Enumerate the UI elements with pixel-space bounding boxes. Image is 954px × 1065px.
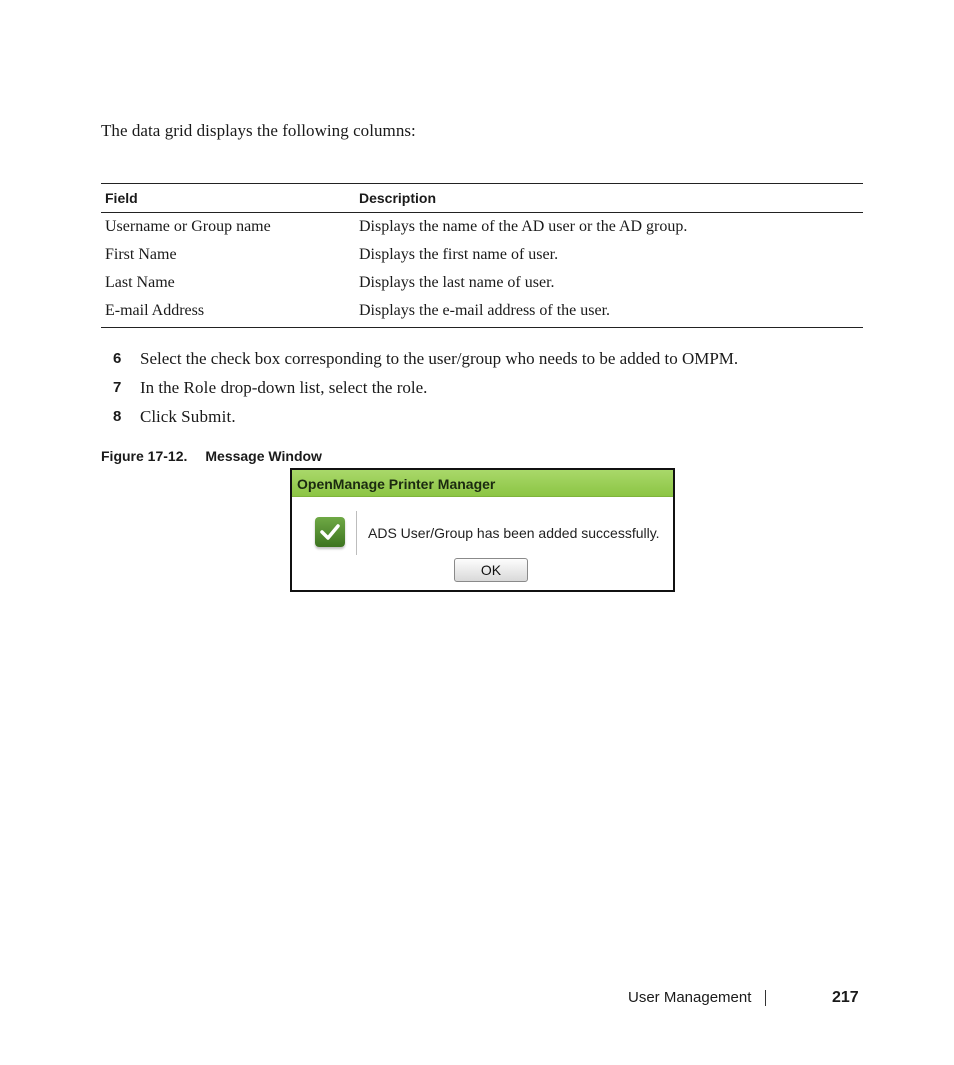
header-description: Description [355,184,863,213]
step-item [113,344,738,373]
dialog-body [292,497,673,590]
dialog-title: OpenManage Printer Manager [292,470,673,497]
message-window [290,468,675,592]
footer-separator [765,990,766,1006]
step-text: Click Submit. [140,406,236,426]
cell-field: Last Name [105,274,175,291]
ok-button[interactable]: OK [454,558,528,582]
cell-field: Username or Group name [105,218,271,235]
step-text: Select the check box corresponding to the user/group who needs to be added to OMPM. [140,348,739,368]
figure-caption [101,448,322,464]
footer-section: User Management [628,989,752,1006]
intro-text: The data grid displays the following columns: [101,121,416,140]
step-term: Submit [181,406,232,426]
header-field: Field [101,184,355,213]
step-term: Role [183,377,217,397]
cell-description: Displays the name of the AD user or the AD group. [359,218,688,235]
dialog-message: ADS User/Group has been added successfully. [368,525,660,541]
check-icon [315,517,345,547]
columns-table [101,183,863,328]
cell-description: Displays the last name of user. [359,274,555,291]
table-row [101,241,863,269]
cell-description: Displays the e-mail address of the user. [355,297,863,328]
figure-title: Message Window [205,448,322,464]
dialog-divider [356,511,357,555]
page-number: 217 [832,989,859,1006]
table-row [101,297,863,328]
step-number: 6 [113,350,122,367]
step-item [113,373,738,402]
step-item [113,402,738,431]
step-number: 7 [113,379,122,396]
step-text: In the Role drop-down list, select the role. [140,377,428,397]
cell-field: E-mail Address [101,297,355,328]
table-row [101,213,863,242]
steps-list [113,344,738,431]
cell-description: Displays the first name of user. [359,246,559,263]
table-header-row [101,184,863,213]
step-number: 8 [113,408,122,425]
figure-number: Figure 17-12. [101,448,188,464]
table-row [101,269,863,297]
cell-field: First Name [105,246,177,263]
